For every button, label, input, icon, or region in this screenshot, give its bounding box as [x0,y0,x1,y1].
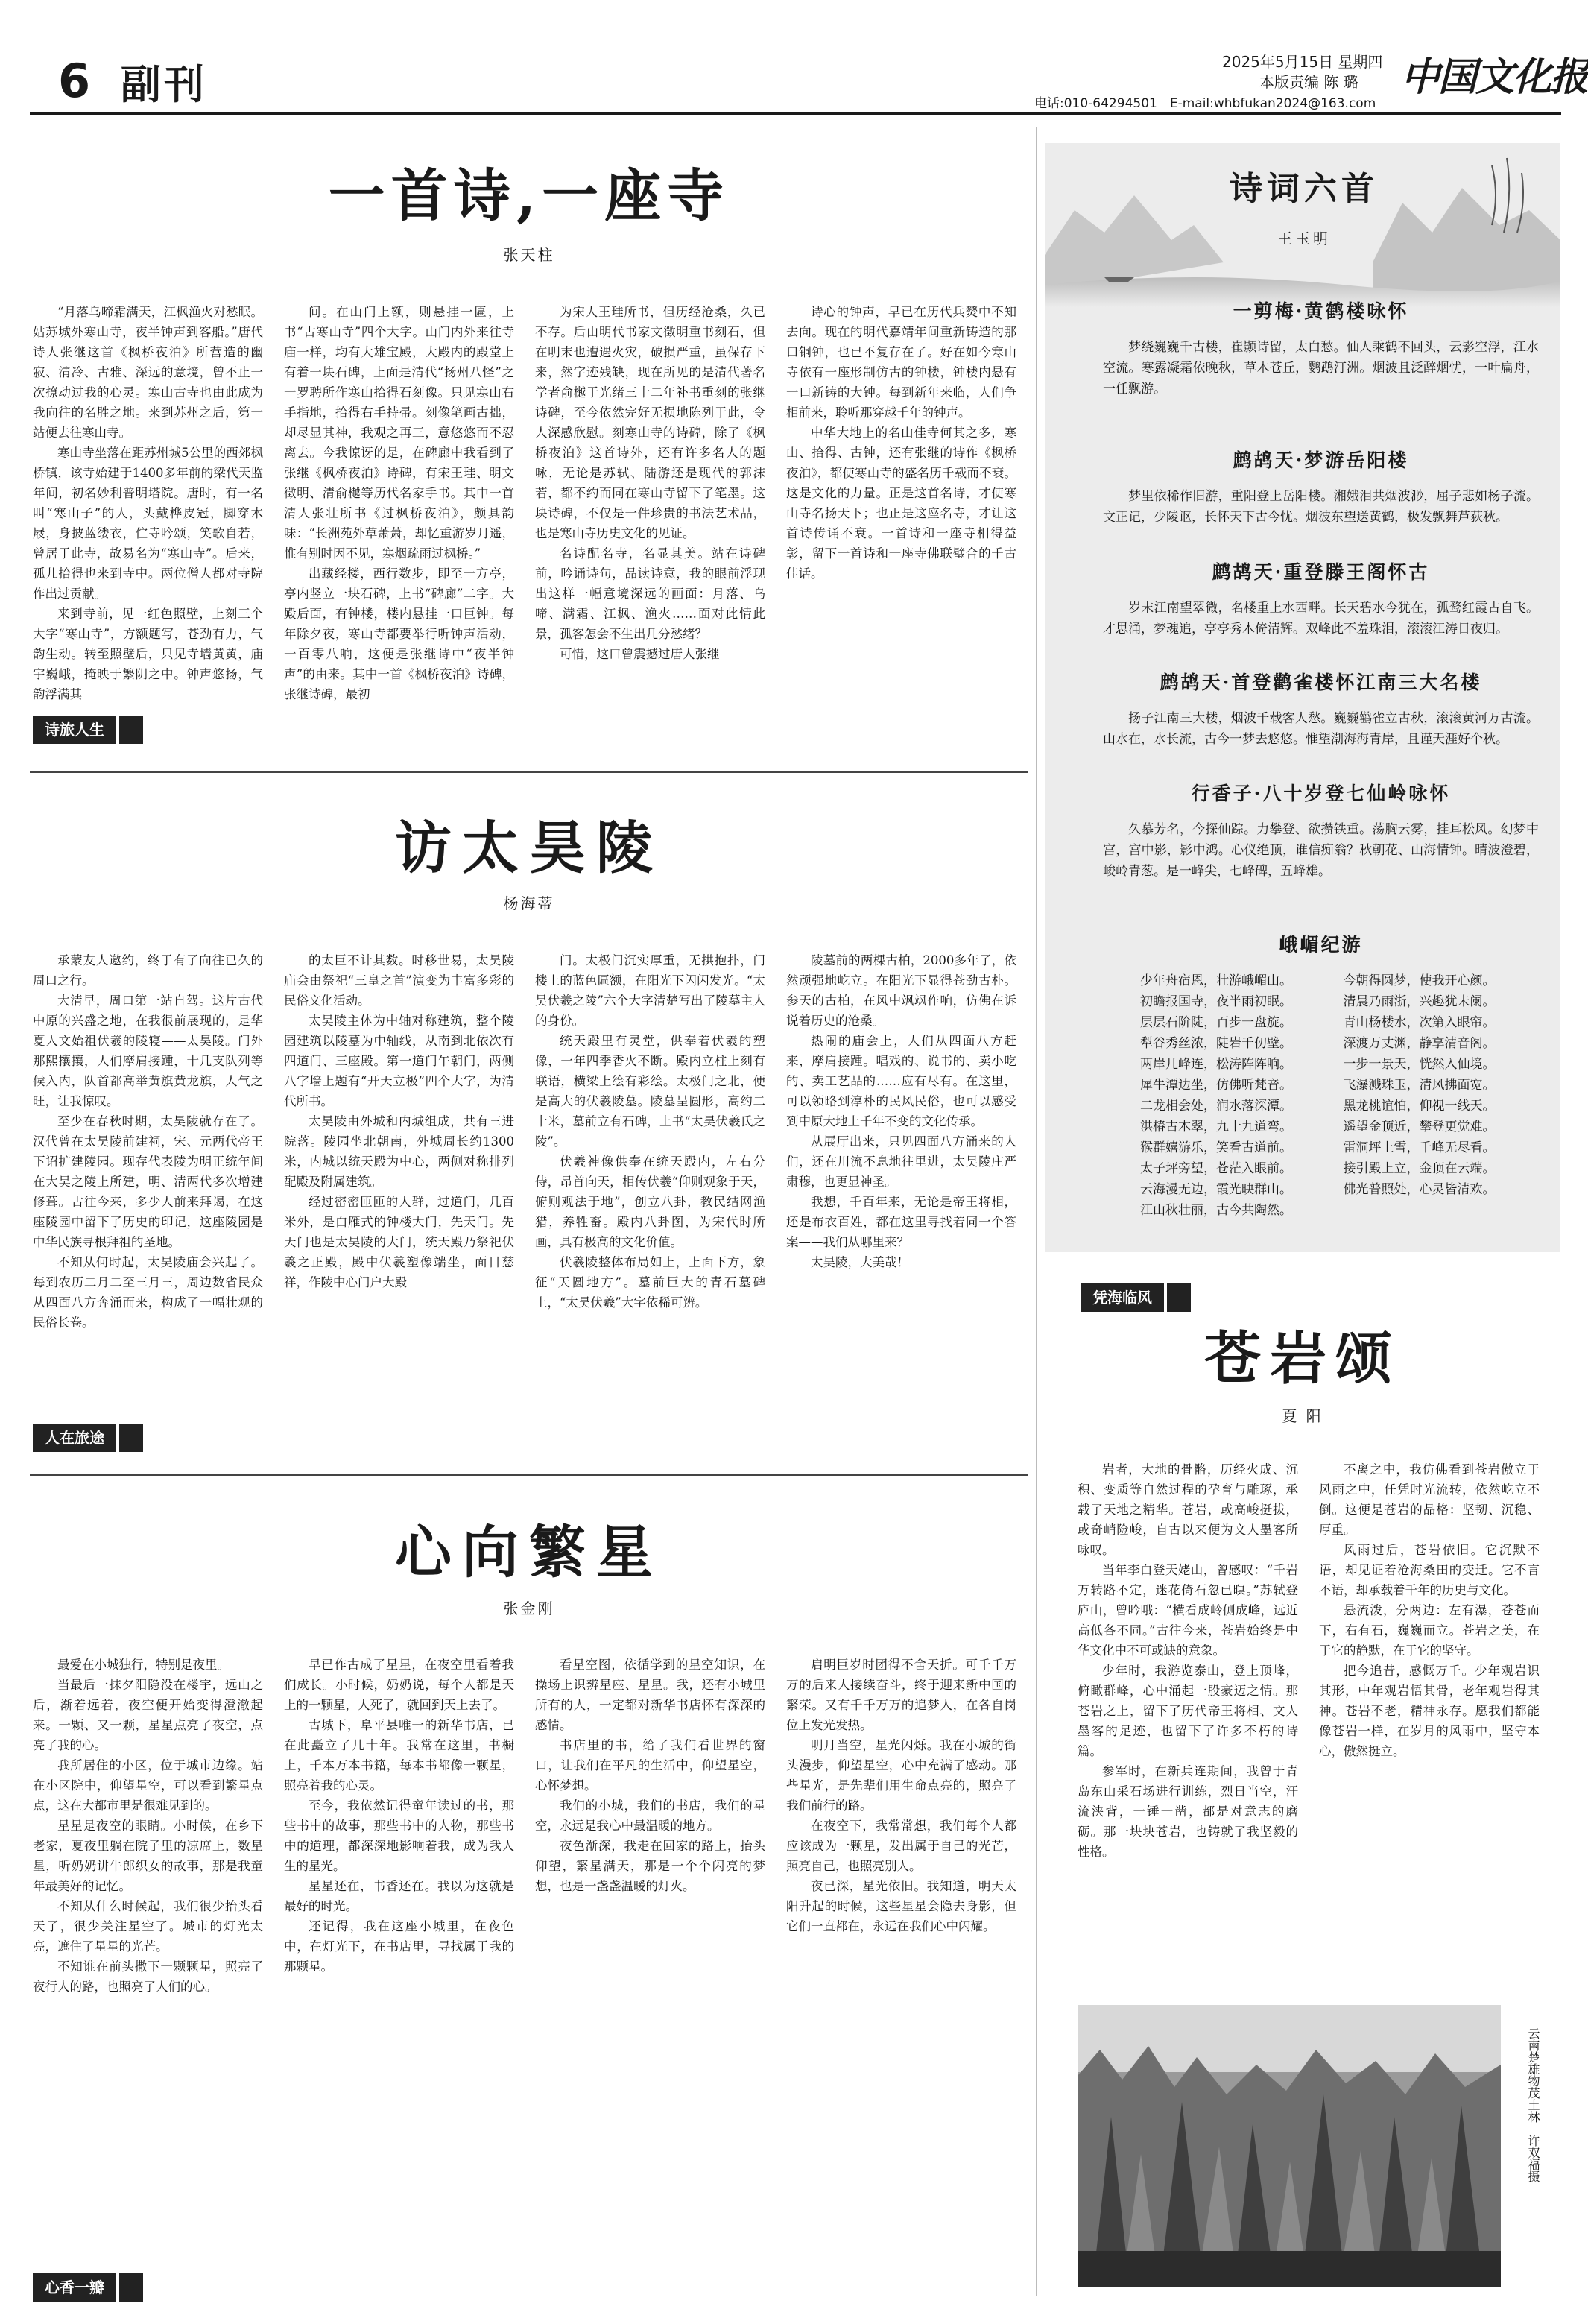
article-body [33,302,1016,745]
paragraph: 在夜空下，我常常想，我们每个人都应该成为一颗星，发出属于自己的光芒，照亮自己，也照亮别人。 [786,1819,1016,1873]
tag-marker [119,2273,143,2302]
paragraph: 我想，千百年来，无论是帝王将相，还是布衣百姓，都在这里寻找着同一个答案——我们从哪里来？ [786,1195,1016,1249]
poem-title: 鹧鸪天·重登滕王阁怀古 [1212,561,1430,583]
article-body [33,950,1016,1446]
paragraph: 名诗配名寺，名显其美。站在诗碑前，吟诵诗句，品读诗意，我的眼前浮现出这样一幅意境深远的画面：月落、乌啼、满霜、江枫、渔火……面对此情此景，孤客怎会不生出几分愁绪？ [535,546,765,641]
paragraph: “月落乌啼霜满天，江枫渔火对愁眠。姑苏城外寒山寺，夜半钟声到客船。”唐代诗人张继这首《枫桥夜泊》所营造的幽寂、清冷、古雅、深远的意境，曾不止一次撩动过我的心灵。寒山古寺也由此成为我向往的名胜之地。来到苏州之后，第一站便去往寒山寺。 [33,305,263,440]
poem-line: 雷洞坪上雪，千峰无尽看。 [1343,1140,1496,1155]
page-number: 6 [58,54,91,108]
tag-marker [119,1424,143,1452]
poem-title: 鹧鸪天·梦游岳阳楼 [1233,449,1409,471]
column-tag [33,2273,143,2302]
paragraph: 不知从什么时候起，我们很少抬头看天了，很少关注星空了。城市的灯光太亮，遮住了星星的光芒。 [33,1899,263,1954]
section-divider [30,771,1028,773]
column-tag [33,716,143,744]
paragraph: 风雨过后，苍岩依旧。它沉默不语，却见证着沧海桑田的变迁。它不言不语，却承载着千年的历史与文化。 [1319,1543,1540,1597]
column-tag-label: 凭海临风 [1081,1283,1164,1312]
photo-caption: 云南楚雄物茂土林 许双福摄 [1526,2027,1540,2182]
page-editor: 本版责编 陈 璐 [1259,73,1358,91]
poem-block [1103,935,1539,1221]
text-column [284,302,514,745]
poem-line: 今朝得圆梦，使我开心颜。 [1343,973,1496,988]
paragraph: 伏羲陵整体布局如上，上面下方，象征“天圆地方”。墓前巨大的青石墓碑上，“太昊伏羲”大字依稀可辨。 [535,1255,765,1310]
paragraph: 最爱在小城独行，特别是夜里。 [57,1658,230,1672]
poem-line: 初瞻报国寺，夜半雨初眠。 [1140,994,1292,1009]
article-body [33,1655,1016,2296]
text-column [1319,1459,1540,1989]
paragraph: 至少在春秋时期，太昊陵就存在了。汉代曾在太昊陵前建祠，宋、元两代帝王下诏扩建陵园。现存代表陵为明正统年间在大昊之陵上所建，明、清两代多次增建修葺。古往今来，多少人前来拜谒，在这座陵园中留下了历史的印记，这座陵园是中华民族寻根拜祖的圣地。 [33,1114,263,1249]
poem-line: 江山秋壮丽，古今共陶然。 [1140,1203,1292,1218]
poem-line: 一步一景天，恍然入仙境。 [1343,1057,1496,1072]
paragraph: 当最后一抹夕阳隐没在楼宇，远山之后，渐着远着，夜空便开始变得澄澈起来。一颗、又一颗，星星点亮了夜空，点亮了我的心。 [33,1678,263,1752]
paragraph: 来到寺前，见一红色照壁，上刻三个大字“寒山寺”，方额题写，苍劲有力，气韵生动。转至照壁后，只见寺墙黄黄，庙宇巍峨，掩映于繁阴之中。钟声悠扬，气韵浮满其 [33,607,263,701]
poem-block [1103,451,1539,528]
paragraph: 古城下，阜平县唯一的新华书店，已在此矗立了几十年。我常在这里，书橱上，千本万本书籍，每本书都像一颗星，照亮着我的心灵。 [284,1718,514,1793]
newspaper-logo: 中国文化报 [1401,54,1588,100]
paragraph: 伏羲神像供奉在统天殿内，左右分侍，昂首向天，相传伏羲“仰则观象于天，俯则观法于地”，创立八卦，教民结网渔猎，养牲畜。殿内八卦图，为宋代时所画，具有极高的文化价值。 [535,1155,765,1249]
column-tag-label: 心香一瓣 [33,2273,116,2302]
section-name: 副刊 [121,60,207,108]
poem-line: 飞瀑溅珠玉，清风拂面宽。 [1343,1078,1496,1093]
paragraph: 书店里的书，给了我们看世界的窗口，让我们在平凡的生活中，仰望星空，心怀梦想。 [535,1738,765,1793]
poem-line: 云海漫无边，霞光映群山。 [1140,1182,1292,1197]
paragraph: 的太巨不计其数。时移世易，太昊陵庙会由祭祀“三皇之首”演变为丰富多彩的民俗文化活动。 [284,953,514,1008]
tag-marker [1167,1283,1191,1312]
paragraph: 太昊陵，大美哉！ [811,1255,909,1269]
poem-text: 梦绕巍巍千古楼，崔颢诗留，太白愁。仙人乘鹤不回头，云影空浮，江水空流。寒露凝霜依晚秋，草木苍丘，鹦鹉汀洲。烟波且泛醉烟忧，一叶扁舟，一任飘游。 [1103,340,1539,397]
paragraph: 看星空图，依循学到的星空知识，在操场上识辨星座、星星。我，还有小城里所有的人，一定都对新华书店怀有深深的感情。 [535,1658,765,1732]
paragraph: 出藏经楼，西行数步，即至一方亭，亭内竖立一块石碑，上书“碑廊”二字。大殿后面，有钟楼，楼内悬挂一口巨钟。每年除夕夜，寒山寺都要举行听钟声活动，一百零八响，这便是张继诗中“夜半钟声”的由来。其中一首《枫桥夜泊》诗碑，张继诗碑，最初 [284,566,514,701]
poem-line: 佛光普照处，心灵皆清欢。 [1343,1182,1496,1197]
article-author: 夏 阳 [1282,1407,1323,1425]
text-column [786,302,1016,745]
paragraph: 陵墓前的两棵古柏，2000多年了，依然顽强地屹立。在阳光下显得苍劲古朴。参天的古柏，在风中飒飒作响，仿佛在诉说着历史的沧桑。 [786,953,1016,1028]
text-column [786,950,1016,1446]
paragraph: 明月当空，星光闪烁。我在小城的街头漫步，仰望星空，心中充满了感动。那些星光，是先辈们用生命点亮的，照亮了我们前行的路。 [786,1738,1016,1813]
text-column [786,1655,1016,2296]
paragraph: 寒山寺坐落在距苏州城5公里的西郊枫桥镇，该寺始建于1400多年前的梁代天监年间，初名妙利普明塔院。唐时，有一名叫“寒山子”的人，头戴桦皮冠，脚穿木屐，身披蓝缕衣，伫寺吟颂，笑歌自若，曾居于此寺，故易名为“寒山寺”。后来，孤儿拾得也来到寺中。两位僧人都对寺院作出过贡献。 [33,446,263,601]
poem-line: 清晨乃雨浙，兴趣犹未阑。 [1343,994,1496,1009]
paragraph: 太昊陵由外城和内城组成，共有三进院落。陵园坐北朝南，外城周长约1300米，内城以统天殿为中心，两侧对称排列配殿及附属建筑。 [284,1114,514,1189]
poem-title: 一剪梅·黄鹤楼咏怀 [1233,300,1409,322]
text-column [33,950,263,1446]
paragraph: 从展厅出来，只见四面八方涌来的人们，还在川流不息地往里进，太昊陵庄严肃穆，也更显神圣。 [786,1134,1016,1189]
text-column [535,302,765,745]
contact-info: 电话:010-64294501 E-mail:whbfukan2024@163.com [1034,96,1376,111]
poem-block [1103,784,1539,882]
poem-line: 太子坪旁望，苍茫入眼前。 [1140,1161,1292,1176]
poem-block [1103,673,1539,750]
paragraph: 至今，我依然记得童年读过的书，那些书中的故事，那些书中的人物，那些书中的道理，都深深地影响着我，成为我人生的星光。 [284,1799,514,1873]
poem-line: 层层石阶陡，百步一盘旋。 [1140,1015,1292,1030]
poem-title: 鹧鸪天·首登鹳雀楼怀江南三大名楼 [1160,672,1482,693]
paragraph: 为宋人王珪所书，但历经沧桑，久已不存。后由明代书家文徵明重书刻石，但在明末也遭遇火灾，破损严重，虽保存下来，然字迹残缺，现在所见的是清代著名学者俞樾于光绪三十二年补书重刻的张继诗碑，至今依然完好无损地陈列于此，令人深感欣慰。刻寒山寺的诗碑，除了《枫桥夜泊》这首诗外，还有许多名人的题咏，无论是苏轼、陆游还是现代的郭沫若，都不约而同在寒山寺留下了笔墨。这块诗碑，不仅是一件珍贵的书法艺术品，也是寒山寺历史文化的见证。 [535,305,765,540]
poem-text: 扬子江南三大楼，烟波千载客人愁。巍巍鹳雀立古秋，滚滚黄河万古流。山水在，水长流，古今一梦去悠悠。惟望潮海海青岸，且谨天涯好个秋。 [1103,711,1539,747]
paragraph: 中华大地上的名山佳寺何其之多，寒山、拾得、古钟，还有张继的诗作《枫桥夜泊》，都使寒山寺的盛名历千载而不衰。这是文化的力量。正是这首名诗，才使寒山寺名扬天下；也正是这座名寺，才让这首诗传诵不衰。一首诗和一座寺相得益彰，留下一首诗和一座寺佛联璧合的千古佳话。 [786,426,1016,581]
paragraph: 早已作古成了星星，在夜空里看着我们成长。小时候，奶奶说，每个人都是天上的一颗星，人死了，就回到天上去了。 [284,1658,514,1712]
text-column [284,950,514,1446]
paragraph: 少年时，我游览泰山，登上顶峰，俯瞰群峰，心中涌起一股豪迈之情。那苍岩之上，留下了历代帝王将相、文人墨客的足迹，也留下了许多不朽的诗篇。 [1078,1664,1298,1758]
article-title: 苍岩颂 [1204,1325,1401,1392]
poem-line: 深渡万丈渊，静享清音阁。 [1343,1036,1496,1051]
poem-line: 二龙相会处，润水落深潭。 [1140,1099,1292,1114]
poem-text: 岁末江南望翠微，名楼重上水西畔。长天碧水今犹在，孤鹜红霞古自飞。才思涌，梦魂追，亭亭秀木倚清辉。双峰此不羞珠泪，滚滚江涛日夜归。 [1103,601,1539,637]
poem-line: 猴群嬉游乐，笑看古道前。 [1140,1140,1292,1155]
paragraph: 可惜，这口曾震撼过唐人张继 [560,647,720,661]
poem-text: 久慕芳名，今探仙踪。力攀登、欲攒铁重。荡胸云雾，挂耳松风。幻梦中宫，宫中影，影中鸿。心仪绝顶，谁信痴翁？秋朝花、山海情钟。晴波澄碧，峻岭青葱。是一峰尖，七峰碑，五峰雄。 [1103,822,1539,879]
paragraph: 还记得，我在这座小城里，在夜色中，在灯光下，在书店里，寻找属于我的那颗星。 [284,1919,514,1974]
text-column [1078,1459,1298,1989]
poem-block [1103,563,1539,640]
poem-title: 行香子·八十岁登七仙岭咏怀 [1191,783,1451,804]
article-title: 访太昊陵 [395,815,663,881]
paragraph: 当年李白登天姥山，曾感叹：“千岩万转路不定，迷花倚石忽已暝。”苏轼登庐山，曾吟哦：“横看成岭侧成峰，远近高低各不同。”古往今来，苍岩始终是中华文化中不可或缺的意象。 [1078,1563,1298,1658]
poem-line: 黑龙桃谊怕，仰视一线天。 [1343,1099,1496,1114]
paragraph: 不知谁在前头撒下一颗颗星，照亮了夜行人的路，也照亮了人们的心。 [33,1960,263,1994]
paragraph: 不知从何时起，太昊陵庙会兴起了。每到农历二月二至三月三，周边数省民众从四面八方奔涌而来，构成了一幅壮观的民俗长卷。 [33,1255,263,1330]
paragraph: 夜色渐深，我走在回家的路上，抬头仰望，繁星满天，那是一个个闪亮的梦想，也是一盏盏温暖的灯火。 [535,1839,765,1893]
text-column [535,1655,765,2296]
paragraph: 不离之中，我仿佛看到苍岩傲立于风雨之中，任凭时光流转，依然屹立不倒。这便是苍岩的品格：坚韧、沉稳、厚重。 [1319,1462,1540,1537]
poem-line: 犀牛潭边坐，仿佛听梵音。 [1140,1078,1292,1093]
article-author: 张天柱 [503,246,555,264]
poem-lines [1103,970,1539,1221]
article-title: 一首诗,一座寺 [328,162,730,229]
poem-line: 犁谷秀丝浓，陡岩千仞壁。 [1140,1036,1292,1051]
tag-marker [119,716,143,744]
paragraph: 我所居住的小区，位于城市边缘。站在小区院中，仰望星空，可以看到繁星点点，这在大都市里是很难见到的。 [33,1758,263,1813]
paragraph: 星星是夜空的眼睛。小时候，在乡下老家，夏夜里躺在院子里的凉席上，数星星，听奶奶讲牛郎织女的故事，那是我童年最美好的记忆。 [33,1819,263,1893]
text-column [284,1655,514,2296]
earth-forest-photo [1078,2005,1501,2287]
poem-line: 洪椿古木翠，九十九道弯。 [1140,1120,1292,1134]
poem-line: 遥望金顶近，攀登更觉难。 [1343,1120,1496,1134]
paragraph: 岩者，大地的骨骼，历经火成、沉积、变质等自然过程的孕育与雕琢，承载了天地之精华。苍岩，或高峻挺拔，或奇峭险峻，自古以来便为文人墨客所咏叹。 [1078,1462,1298,1557]
poem-block [1103,302,1539,400]
text-column [535,950,765,1446]
paragraph: 启明巨岁时团得不舍天折。可千千万万的后来人接续奋斗，终于迎来新中国的繁荣。又有千千万万的追梦人，在各自岗位上发光发热。 [786,1658,1016,1732]
poem-text: 梦里依稀作旧游，重阳登上岳阳楼。湘娥泪共烟波渺，屈子悲如杨子流。文正记，少陵讴，长怀天下古今忧。烟波东望送黄鹤，极发飘舞芦荻秋。 [1103,489,1539,525]
masthead-rule [30,112,1561,115]
poems-title: 诗词六首 [1230,170,1379,208]
paragraph: 太昊陵主体为中轴对称建筑，整个陵园建筑以陵墓为中轴线，从南到北依次有四道门、三座殿。第一道门午朝门，两侧八字墙上题有“开天立极”四个大字，为清代所书。 [284,1014,514,1108]
paragraph: 门。太极门沉实厚重，无拱抱扑，门楼上的蓝色匾额，在阳光下闪闪发光。“太昊伏羲之陵”六个大字清楚写出了陵墓主人的身份。 [535,953,765,1028]
paragraph: 我们的小城，我们的书店，我们的星空，永远是我心中最温暖的地方。 [535,1799,765,1833]
column-tag-label: 诗旅人生 [33,716,116,744]
paragraph: 把今追昔，感慨万千。少年观岩识其形，中年观岩悟其骨，老年观岩得其神。苍岩不老，精神永存。愿我们都能像苍岩一样，在岁月的风雨中，坚守本心，傲然挺立。 [1319,1664,1540,1758]
poem-title: 峨嵋纪游 [1279,934,1363,956]
paragraph: 大清早，周口第一站自驾。这片古代中原的兴盛之地，在我很前展现的，是华夏人文始祖伏羲的陵寝——太昊陵。门外那熙攘攘，人们摩肩接踵，十几支队列等候入内，队首都高举黄旗黄龙旗，人气之旺，让我惊叹。 [33,994,263,1108]
poem-line: 少年舟宿恩，壮游峨嵋山。 [1140,973,1292,988]
column-tag [33,1424,143,1452]
article-title: 心向繁星 [395,1519,663,1585]
poem-line: 青山杨楼水，次第入眼帘。 [1343,1015,1496,1030]
paragraph: 星星还在，书香还在。我以为这就是最好的时光。 [284,1879,514,1913]
text-column [33,302,263,745]
paragraph: 悬流泼，分两边：左有瀑，苍苍而下，右有石，巍巍而立。苍岩之美，在于它的静默，在于它的坚守。 [1319,1603,1540,1658]
column-tag [1081,1283,1191,1312]
paragraph: 诗心的钟声，早已在历代兵燹中不知去向。现在的明代嘉靖年间重新铸造的那口铜钟，也已不复存在了。好在如今寒山寺依有一座形制仿古的钟楼，钟楼内悬有一口新铸的大钟。每到新年来临，人们争相前来，聆听那穿越千年的钟声。 [786,305,1016,420]
issue-date: 2025年5月15日 星期四 [1222,53,1383,71]
poem-line: 接引殿上立，金顶在云端。 [1343,1161,1496,1176]
article-author: 杨海蒂 [503,894,555,912]
poems-author: 王玉明 [1277,230,1331,247]
paragraph: 承蒙友人邀约，终于有了向往已久的周口之行。 [33,953,263,988]
column-tag-label: 人在旅途 [33,1424,116,1452]
article-author: 张金刚 [503,1600,555,1617]
text-column [33,1655,263,2296]
section-divider [30,1474,1028,1476]
paragraph: 参军时，在新兵连期间，我曾于青岛东山采石场进行训练，烈日当空，汗流浃背，一锤一凿，都是对意志的磨砺。那一块块苍岩，也铸就了我坚毅的性格。 [1078,1764,1298,1859]
paragraph: 夜已深，星光依旧。我知道，明天太阳升起的时候，这些星星会隐去身影，但它们一直都在，永远在我们心中闪耀。 [786,1879,1016,1933]
article-body [1078,1459,1540,1989]
paragraph: 经过密密匝匝的人群，过道门，几百米外，是白雁式的钟楼大门，先天门。先天门也是太昊陵的大门，统天殿乃祭祀伏羲之正殿，殿中伏羲塑像端坐，面目慈祥，作陵中心门户大殿 [284,1195,514,1289]
ink-landscape-illustration [1045,143,1560,307]
poem-line: 两岸几峰连，松涛阵阵响。 [1140,1057,1292,1072]
paragraph: 热闹的庙会上，人们从四面八方赶来，摩肩接踵。唱戏的、说书的、卖小吃的、卖工艺品的……应有尽有。在这里，可以领略到淳朴的民风民俗，也可以感受到中原大地上千年不变的文化传承。 [786,1034,1016,1128]
column-divider [1036,127,1037,2296]
paragraph: 统天殿里有灵堂，供奉着伏羲的塑像，一年四季香火不断。殿内立柱上刻有联语，横梁上绘有彩绘。太极门之北，便是高大的伏羲陵墓。陵墓呈圆形，高约二十米，墓前立有石碑，上书“太昊伏羲氏之陵”。 [535,1034,765,1149]
paragraph: 间。在山门上额，则悬挂一匾，上书“古寒山寺”四个大字。山门内外来往寺庙一样，均有大雄宝殿，大殿内的殿堂上有着一块石碑，上面是清代“扬州八怪”之一罗聘所作寒山拾得石刻像。只见寒山右手指地，拾得右手持帚。刻像笔画古拙，却尽显其神，我观之再三，意悠悠而不忍离去。今我惊讶的是，在碑廊中我看到了张继《枫桥夜泊》诗碑，有宋王珪、明文徵明、清俞樾等历代名家手书。其中一首清人张壮所书《过枫桥夜泊》，颇具韵味：“长洲苑外草萧萧，却忆重游岁月遥，惟有别时因不见，寒烟疏雨过枫桥。” [284,305,514,561]
